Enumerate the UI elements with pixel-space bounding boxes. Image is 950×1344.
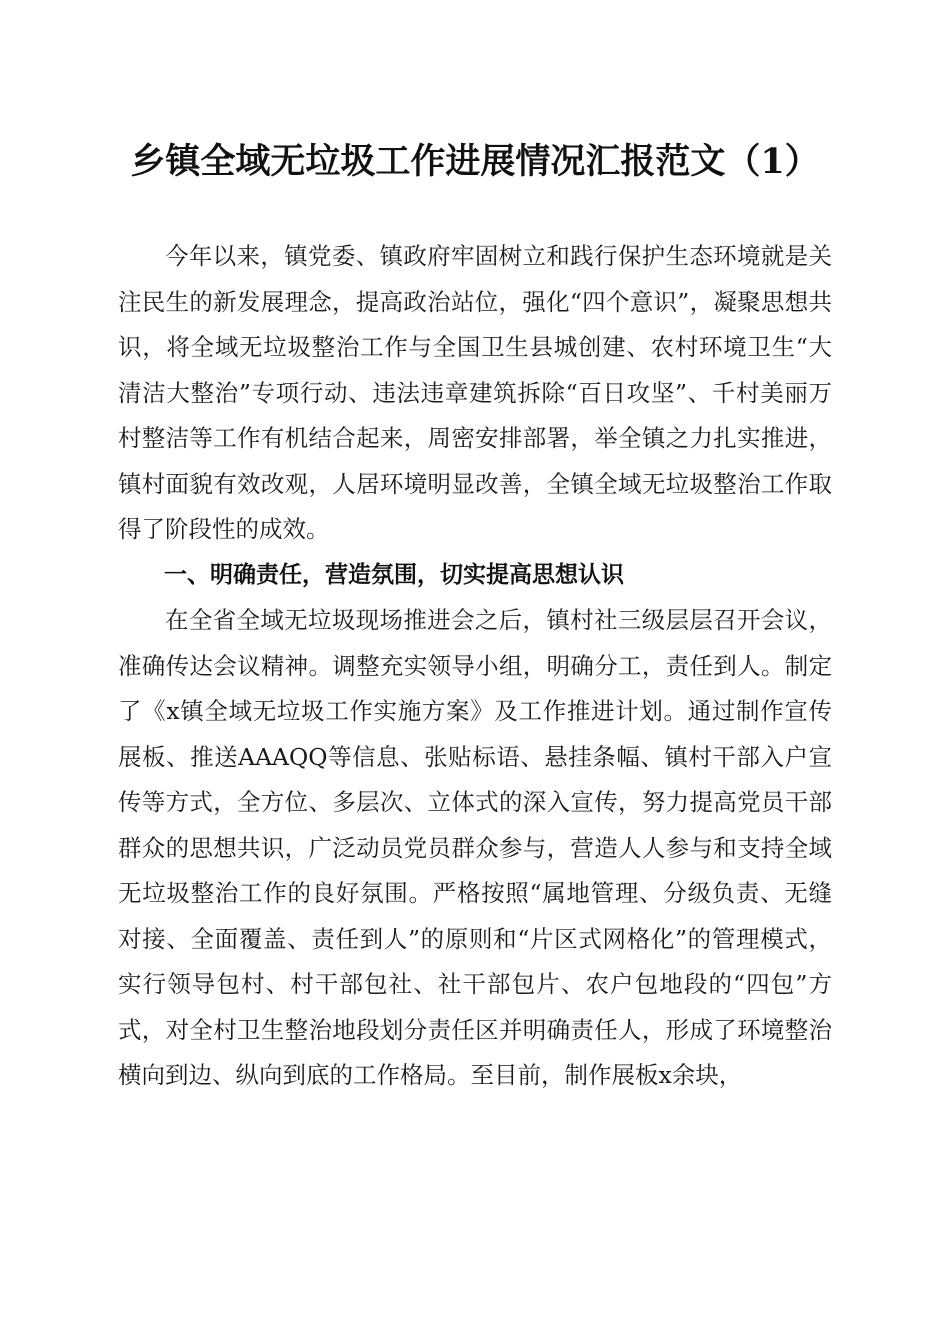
intro-paragraph: 今年以来，镇党委、镇政府牢固树立和践行保护生态环境就是关注民生的新发展理念，提高政治站位，强化“四个意识”，凝聚思想共识，将全域无垃圾整治工作与全国卫生县城创建、农村环境卫生“大清洁大整治”专项行动、违法违章建筑拆除“百日攻坚”、千村美丽万村整洁等工作有机结合起来，周密安排部署，举全镇之力扎实推进，镇村面貌有效改观，人居环境明显改善，全镇全域无垃圾整治工作取得了阶段性的成效。: [118, 242, 832, 543]
document-title: 乡镇全域无垃圾工作进展情况汇报范文（1）: [130, 141, 820, 182]
section-paragraph: 在全省全域无垃圾现场推进会之后，镇村社三级层层召开会议，准确传达会议精神。调整充实领导小组，明确分工，责任到人。制定了《x镇全域无垃圾工作实施方案》及工作推进计划。通过制作宣传展板、推送AAAQQ等信息、张贴标语、悬挂条幅、镇村干部入户宣传等方式，全方位、多层次、立体式的深入宣传，努力提高党员干部群众的思想共识，广泛动员党员群众参与，营造人人参与和支持全域无垃圾整治工作的良好氛围。严格按照“属地管理、分级负责、无缝对接、全面覆盖、责任到人”的原则和“片区式网格化”的管理模式，实行领导包村、村干部包社、社干部包片、农户包地段的“四包”方式，对全村卫生整治地段划分责任区并明确责任人，形成了环境整治横向到边、纵向到底的工作格局。至目前，制作展板x余块，: [118, 606, 832, 1089]
document-body: [118, 234, 832, 1099]
section-heading: 一、明确责任，营造氛围，切实提高思想认识: [164, 561, 624, 588]
